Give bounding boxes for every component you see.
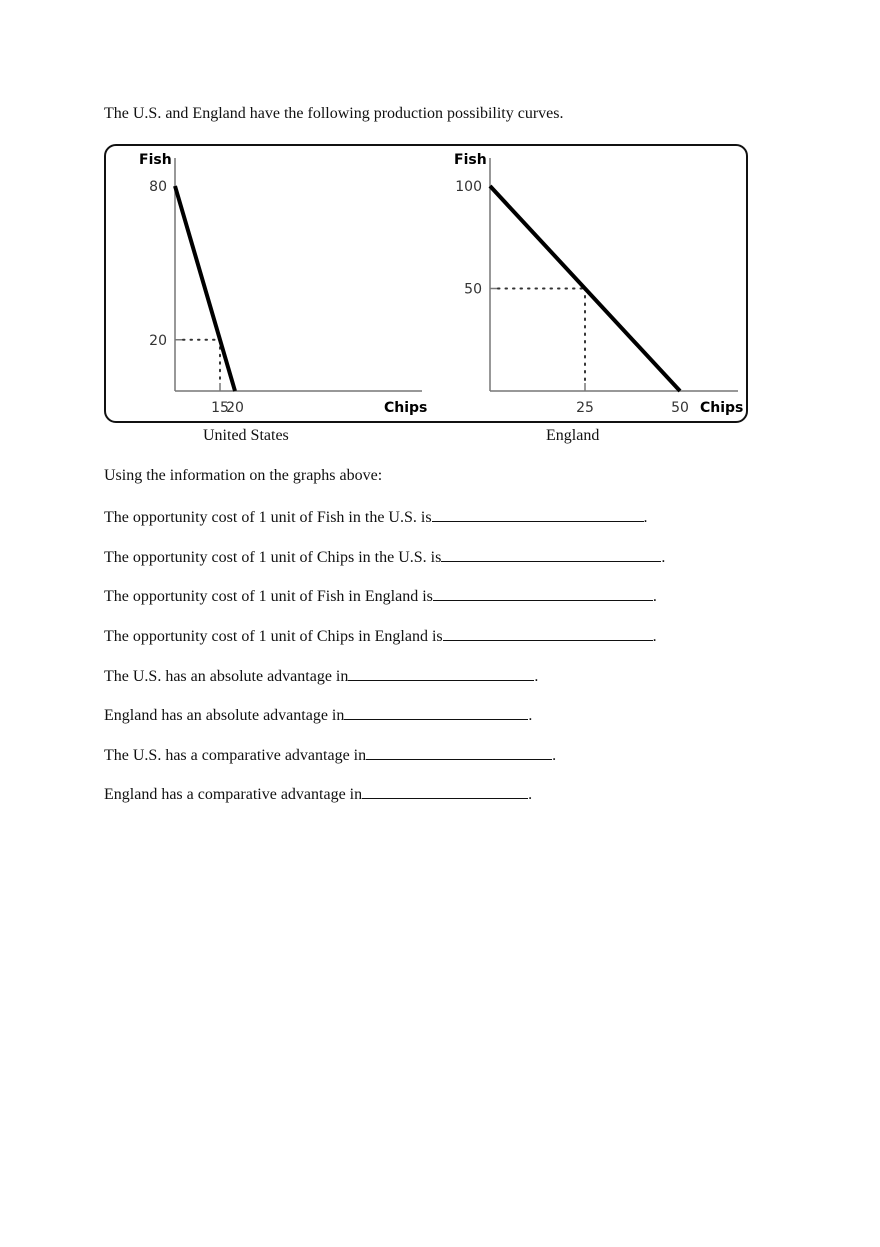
answer-blank[interactable] — [344, 705, 528, 720]
question-6 — [104, 705, 532, 725]
intro-text: The U.S. and England have the following production possibility curves. — [104, 105, 564, 122]
question-text: England has an absolute advantage in — [104, 707, 345, 724]
y-axis-title: Fish — [454, 152, 487, 168]
caption-united-states: United States — [203, 427, 289, 444]
question-5 — [104, 666, 538, 686]
question-1 — [104, 507, 648, 527]
x-tick-label: 50 — [671, 400, 689, 416]
y-axis-title: Fish — [139, 152, 172, 168]
chart-england — [454, 152, 743, 416]
chart-united-states — [139, 152, 427, 416]
answer-blank[interactable] — [366, 745, 552, 760]
y-tick-label: 100 — [455, 179, 482, 195]
answer-blank[interactable] — [362, 784, 528, 799]
x-axis-title: Chips — [384, 400, 428, 416]
y-tick-label: 80 — [149, 179, 167, 195]
x-tick-label: 20 — [226, 400, 244, 416]
ppc-line — [175, 186, 235, 391]
question-text: The opportunity cost of 1 unit of Chips in England is — [104, 628, 443, 645]
y-tick-label: 20 — [149, 332, 167, 349]
question-4 — [104, 626, 657, 646]
question-7 — [104, 745, 556, 765]
ppc-charts — [0, 0, 880, 440]
answer-blank[interactable] — [348, 666, 534, 681]
y-tick-label: 50 — [464, 281, 482, 298]
question-text: The opportunity cost of 1 unit of Chips in the U.S. is — [104, 549, 442, 566]
question-end: . — [534, 668, 539, 685]
question-text: The opportunity cost of 1 unit of Fish in the U.S. is — [104, 509, 432, 526]
question-2 — [104, 547, 665, 567]
answer-blank[interactable] — [432, 507, 644, 522]
question-text: The U.S. has an absolute advantage in — [104, 668, 349, 685]
answer-blank[interactable] — [441, 547, 661, 562]
question-end: . — [661, 549, 666, 566]
question-end: . — [528, 707, 533, 724]
x-tick-label: 15 — [211, 400, 229, 416]
question-end: . — [528, 786, 533, 803]
answer-blank[interactable] — [433, 586, 653, 601]
instructions-text: Using the information on the graphs above: — [104, 467, 383, 484]
answer-blank[interactable] — [443, 626, 653, 641]
question-text: The U.S. has a comparative advantage in — [104, 747, 367, 764]
question-end: . — [552, 747, 557, 764]
ppc-line — [490, 186, 680, 391]
question-text: England has a comparative advantage in — [104, 786, 363, 803]
x-tick-label: 25 — [576, 400, 594, 416]
caption-england: England — [546, 427, 600, 444]
question-8 — [104, 784, 532, 804]
question-end: . — [652, 588, 657, 605]
question-3 — [104, 586, 657, 606]
x-axis-title: Chips — [700, 400, 744, 416]
question-text: The opportunity cost of 1 unit of Fish in England is — [104, 588, 433, 605]
question-end: . — [643, 509, 648, 526]
question-end: . — [652, 628, 657, 645]
